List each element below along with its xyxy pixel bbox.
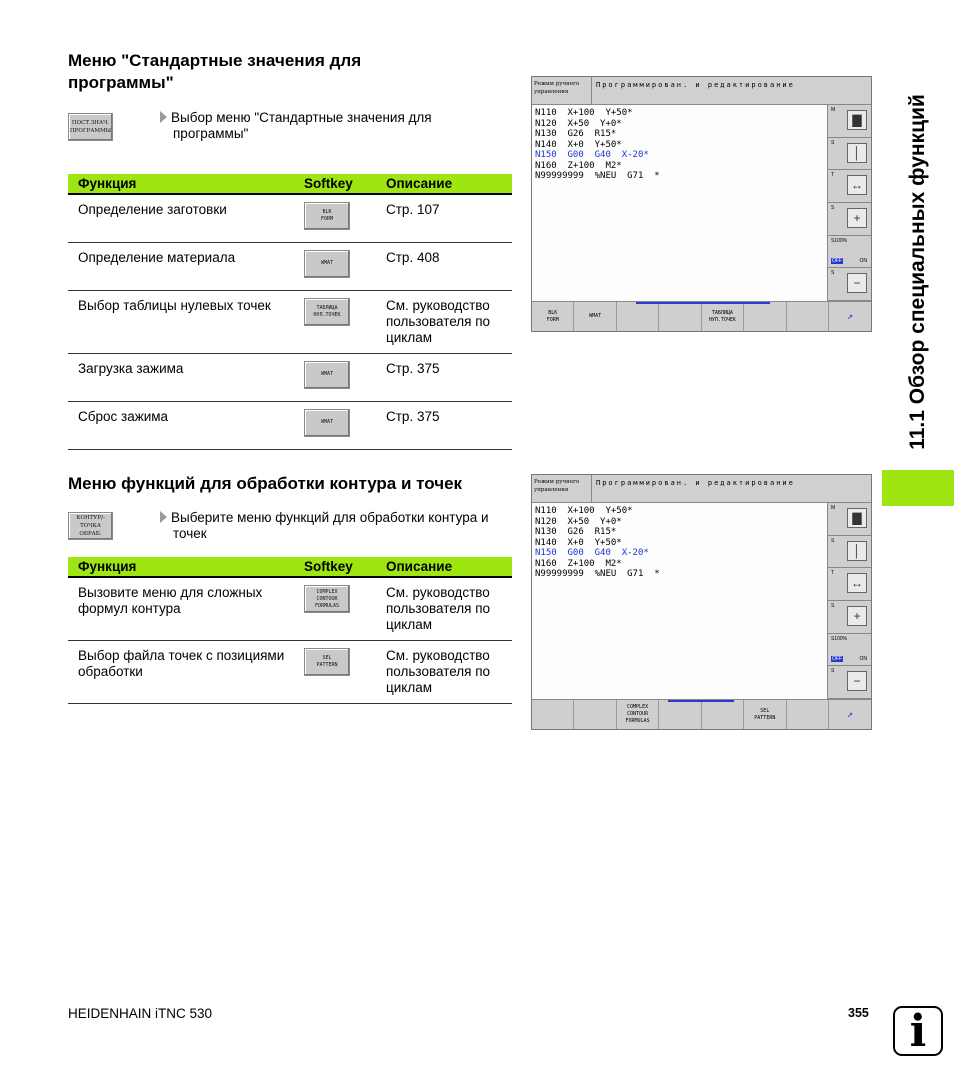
softkey-row-switch[interactable] [829,302,871,331]
section2-title: Меню функций для обработки контура и точек [68,474,463,493]
screen-softkey[interactable] [659,700,701,729]
softkey [304,361,350,389]
function-cell: Выбор таблицы нулевых точек [68,290,294,353]
header-description: Описание [376,557,512,577]
table-row [68,353,512,401]
vertical-softkey[interactable] [828,601,871,634]
machine-function-icon: ▇ [847,508,867,528]
vertical-softkey[interactable] [828,634,871,667]
screen-softkey[interactable] [702,700,744,729]
screen-title: Программирован. и редактирование [596,81,795,89]
program-line: N110 X+100 Y+50* [535,108,633,118]
description-cell: Стр. 107 [376,194,512,242]
info-icon: i [893,1006,943,1056]
vertical-softkey-label: S100% [831,237,848,244]
program-line: N130 G26 R15* [535,527,617,537]
program-line: N130 G26 R15* [535,129,617,139]
description-cell: Стр. 408 [376,242,512,290]
header-description: Описание [376,174,512,194]
machine-function-icon: ↔ [847,175,867,195]
softkey [304,585,350,613]
arrow-icon: ↗ [846,311,853,322]
section1-title [68,50,361,94]
softkey-cell [294,353,376,401]
machine-function-icon: − [847,273,867,293]
program-listing [532,105,828,301]
softkey-cell [294,290,376,353]
screen-title: Программирован. и редактирование [596,479,795,487]
vertical-softkey[interactable] [828,170,871,203]
contour-point-menu-key[interactable] [68,512,113,540]
function-cell: Вызовите меню для сложных формул контура [68,577,294,641]
screen-softkey-label: FORM [546,316,559,323]
screen-softkey-label: WMAT [589,313,602,319]
softkey-label: PATTERN [316,662,338,668]
horizontal-softkeys [532,301,871,331]
tnc-screen-1 [531,76,872,332]
function-cell: Определение заготовки [68,194,294,242]
function-cell: Определение материала [68,242,294,290]
screen-body [532,503,871,699]
machine-function-icon: + [847,606,867,626]
softkey [304,250,350,278]
machine-function-icon: ↔ [847,573,867,593]
standard-values-menu-key[interactable] [68,113,113,141]
section1-instruction [160,110,432,142]
triangle-arrow-icon [160,111,167,123]
section1-title-line2: программы" [68,73,174,92]
softkey-cell [294,242,376,290]
machine-function-icon: − [847,671,867,691]
softkey-label: WMAT [320,419,334,425]
off-label: OFF [832,258,842,265]
vertical-softkey[interactable] [828,203,871,236]
screen-softkey[interactable] [574,302,616,331]
softkey-page-indicator [636,302,702,304]
softkey-label: WMAT [320,260,334,266]
footer-product: HEIDENHAIN iTNC 530 [68,1006,213,1021]
vertical-softkey-label: S [831,139,835,146]
screen-mode [532,77,592,104]
vertical-softkey-label: S [831,270,835,277]
description-cell: См. руководство пользователя по циклам [376,641,512,704]
triangle-arrow-icon [160,511,167,523]
softkey-label: FORMULAS [314,602,340,609]
program-line: N120 X+50 Y+0* [535,118,622,129]
screen-header [532,475,871,503]
header-function: Функция [68,174,294,194]
screen-softkey[interactable] [574,700,616,729]
vertical-softkey-label: M [831,107,836,113]
description-cell: См. руководство пользователя по циклам [376,290,512,353]
menu-key-label: ОБРАБ. [79,531,102,537]
vertical-softkey[interactable] [828,268,871,301]
softkey-cell [294,577,376,641]
program-line: N160 Z+100 M2* [535,160,622,171]
vertical-softkey[interactable] [828,236,871,269]
vertical-softkey[interactable] [828,138,871,171]
softkey-label: BLK [322,209,332,215]
screen-softkey-label: SEL [760,707,770,714]
menu-key-label: ПРОГРАММЫ [69,128,112,134]
header-softkey: Softkey [294,557,376,577]
screen-softkey[interactable] [702,302,744,331]
softkey-cell [294,641,376,704]
function-cell: Выбор файла точек с позициями обработки [68,641,294,704]
off-label: OFF [832,656,842,663]
vertical-softkey-label: S [831,603,835,610]
softkey-label: ТАБЛИЦА [316,304,338,311]
screen-softkey[interactable] [744,700,786,729]
program-line: N140 X+0 Y+50* [535,139,622,150]
screen-softkey-label: CONTOUR [627,711,649,717]
table-row [68,401,512,449]
softkey-label: CONTOUR [316,595,338,602]
program-line: N140 X+0 Y+50* [535,537,622,548]
screen-softkey[interactable] [617,700,659,729]
softkey-label: COMPLEX [316,588,338,595]
mode-label: управления [534,487,569,493]
screen-softkey[interactable] [617,302,659,331]
page-number: 355 [848,1006,869,1020]
vertical-softkey[interactable] [828,105,871,138]
program-line: N150 G00 G40 X-20* [535,150,649,160]
table-row [68,194,512,242]
vertical-softkey-label: S100% [831,635,848,642]
instruction-text: точек [173,526,207,541]
tnc-screen-2 [531,474,872,730]
mode-label: Режим ручного [534,81,580,87]
arrow-icon: ↗ [846,709,853,720]
screen-softkey-label: FORMULAS [625,718,650,724]
screen-softkey-label: НУЛ.ТОЧЕК [708,316,736,323]
program-line: N99999999 %NEU G71 * [535,171,660,181]
description-cell: См. руководство пользователя по циклам [376,577,512,641]
screen-softkey[interactable] [659,302,701,331]
softkey-cell [294,401,376,449]
screen-softkey[interactable] [532,700,574,729]
chapter-title-text: 11.1 Обзор специальных функций [906,94,929,450]
instruction-text: программы" [173,126,249,141]
function-cell: Загрузка зажима [68,353,294,401]
vertical-softkey-label: S [831,205,835,212]
on-label: ON [859,258,867,265]
menu-key-label: ПОСТ.ЗНАЧ. [71,120,110,126]
table-header-row [68,557,512,577]
vertical-softkeys [828,503,871,699]
section1-function-table [68,174,512,450]
softkey-row-switch[interactable] [829,700,871,729]
vertical-softkey-label: T [831,172,835,179]
softkey-label: FORM [320,216,334,222]
table-row [68,577,512,641]
machine-function-icon: │ [847,541,867,561]
vertical-softkey[interactable] [828,503,871,536]
vertical-softkey[interactable] [828,536,871,569]
description-cell: Стр. 375 [376,401,512,449]
screen-body [532,105,871,301]
horizontal-softkeys [532,699,871,729]
vertical-softkey-label: S [831,537,835,544]
machine-function-icon: │ [847,143,867,163]
section2-instruction [160,510,489,542]
softkey-label: SEL [322,655,332,661]
vertical-softkey-label: T [831,570,835,577]
table-header-row [68,174,512,194]
screen-softkey-label: COMPLEX [627,704,649,710]
program-line: N120 X+50 Y+0* [535,516,622,527]
softkey-page-indicator [702,302,770,304]
softkey-page-indicator [668,700,734,702]
screen-header [532,77,871,105]
instruction-text: Выберите меню функций для обработки контура и [171,510,489,525]
softkey-cell [294,194,376,242]
machine-function-icon: ▇ [847,110,867,130]
section1-title-line1: Меню "Стандартные значения для [68,51,362,70]
header-softkey: Softkey [294,174,376,194]
function-cell: Сброс зажима [68,401,294,449]
screen-softkey[interactable] [532,302,574,331]
table-row [68,290,512,353]
softkey [304,298,350,326]
program-line: N160 Z+100 M2* [535,558,622,569]
menu-key-label: КОНТУР/- [76,515,105,521]
softkey-label: НУЛ.ТОЧЕК [313,311,341,318]
screen-softkey[interactable] [744,302,786,331]
vertical-softkey-label: S [831,668,835,675]
softkey [304,648,350,676]
program-line: N99999999 %NEU G71 * [535,569,660,579]
instruction-text: Выбор меню "Стандартные значения для [171,110,432,125]
on-label: ON [859,656,867,663]
description-cell: Стр. 375 [376,353,512,401]
mode-label: управления [534,89,569,95]
softkey-label: WMAT [320,371,334,377]
chapter-title [900,52,936,492]
screen-softkey-label: PATTERN [754,714,776,721]
program-line: N150 G00 G40 X-20* [535,548,649,558]
header-function: Функция [68,557,294,577]
table-row [68,242,512,290]
screen-softkey-label: ТАБЛИЦА [711,309,733,316]
screen-softkey[interactable] [787,302,829,331]
mode-label: Режим ручного [534,479,580,485]
vertical-softkey[interactable] [828,666,871,699]
menu-key-label: ТОЧКА [80,523,101,529]
softkey [304,409,350,437]
section2-function-table [68,557,512,704]
screen-softkey-label: BLK [548,309,558,316]
program-line: N110 X+100 Y+50* [535,506,633,516]
vertical-softkeys [828,105,871,301]
machine-function-icon: + [847,208,867,228]
softkey [304,202,350,230]
screen-softkey[interactable] [787,700,829,729]
vertical-softkey[interactable] [828,568,871,601]
vertical-softkey-label: M [831,505,836,511]
program-listing [532,503,828,699]
screen-mode [532,475,592,502]
table-row [68,641,512,704]
